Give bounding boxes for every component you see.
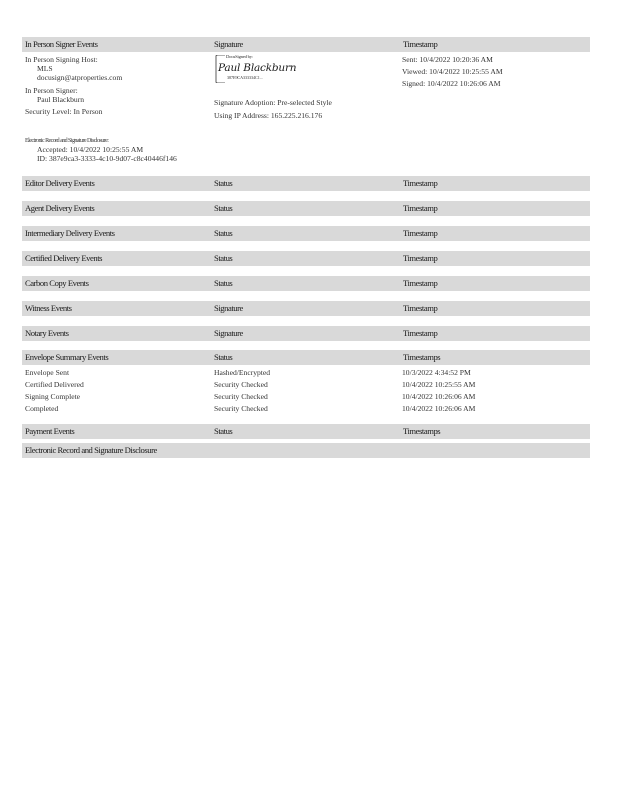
header-col-timestamps: Timestamps [403,352,441,362]
section-header-notary [22,326,590,341]
header-col-events: Editor Delivery Events [25,178,95,188]
timestamp-sent: Sent: 10/4/2022 10:20:36 AM [402,55,493,64]
header-col-timestamp: Timestamp [403,253,438,263]
signature-image [212,54,297,83]
summary-status: Hashed/Encrypted [214,368,271,377]
ip-address: Using IP Address: 165.225.216.176 [214,111,323,120]
header-col-status: Status [214,253,233,263]
timestamp-signed: Signed: 10/4/2022 10:26:06 AM [402,79,501,88]
host-email: docusign@atproperties.com [37,73,123,82]
header-col-events: Payment Events [25,426,75,436]
section-header-editor-delivery [22,176,590,191]
section-header-envelope-summary [22,350,590,365]
header-col-disclosure: Electronic Record and Signature Disclosure [25,445,157,455]
header-col-events: Intermediary Delivery Events [25,228,115,238]
header-col-events: Witness Events [25,303,72,313]
host-name: MLS [37,64,53,73]
summary-event: Envelope Sent [25,368,70,377]
timestamp-viewed: Viewed: 10/4/2022 10:25:55 AM [402,67,503,76]
header-col-status: Status [214,203,233,213]
signature-id: 387E9CA333334C1... [227,75,263,80]
header-col-timestamp: Timestamp [403,328,438,338]
header-col-timestamp: Timestamp [403,178,438,188]
host-label: In Person Signing Host: [25,55,98,64]
header-col-timestamps: Timestamps [403,426,441,436]
header-col-status: Status [214,178,233,188]
header-col-events: Envelope Summary Events [25,352,109,362]
header-col-events: Agent Delivery Events [25,203,95,213]
signature-adopted-label: DocuSigned by: [226,54,253,59]
signer-label: In Person Signer: [25,86,78,95]
section-header-intermediary-delivery [22,226,590,241]
header-col-status: Status [214,278,233,288]
header-col-timestamp: Timestamp [403,228,438,238]
header-col-timestamp: Timestamp [403,278,438,288]
header-col-signature: Signature [214,39,243,49]
section-header-disclosure [22,443,590,458]
header-col-events: In Person Signer Events [25,39,98,49]
section-header-carbon-copy [22,276,590,291]
disclosure-accepted: Accepted: 10/4/2022 10:25:55 AM [37,145,144,154]
summary-time: 10/3/2022 4:34:52 PM [402,368,471,377]
header-col-signature: Signature [214,303,243,313]
summary-time: 10/4/2022 10:26:06 AM [402,404,476,413]
section-header-payment [22,424,590,439]
summary-time: 10/4/2022 10:26:06 AM [402,392,476,401]
header-col-status: Status [214,228,233,238]
section-header-in-person-signer [22,37,590,52]
header-col-events: Carbon Copy Events [25,278,89,288]
summary-status: Security Checked [214,392,268,401]
section-header-certified-delivery [22,251,590,266]
header-col-timestamp: Timestamp [403,39,438,49]
header-col-timestamp: Timestamp [403,203,438,213]
security-level: Security Level: In Person [25,107,103,116]
signer-name: Paul Blackburn [37,95,85,104]
summary-event: Certified Delivered [25,380,84,389]
header-col-timestamp: Timestamp [403,303,438,313]
summary-event: Signing Complete [25,392,81,401]
summary-event: Completed [25,404,59,413]
summary-status: Security Checked [214,404,268,413]
header-col-status: Status [214,352,233,362]
signature-name: Paul Blackburn [218,62,297,74]
disclosure-title: Electronic Record and Signature Disclosure: [25,138,109,144]
summary-status: Security Checked [214,380,268,389]
header-col-signature: Signature [214,328,243,338]
header-col-events: Notary Events [25,328,69,338]
section-header-witness [22,301,590,316]
section-header-agent-delivery [22,201,590,216]
header-col-status: Status [214,426,233,436]
header-col-events: Certified Delivery Events [25,253,103,263]
disclosure-id: ID: 387e9ca3-3333-4c10-9d07-c8c40446f146 [37,154,177,163]
signature-adoption: Signature Adoption: Pre-selected Style [214,98,332,107]
summary-time: 10/4/2022 10:25:55 AM [402,380,476,389]
